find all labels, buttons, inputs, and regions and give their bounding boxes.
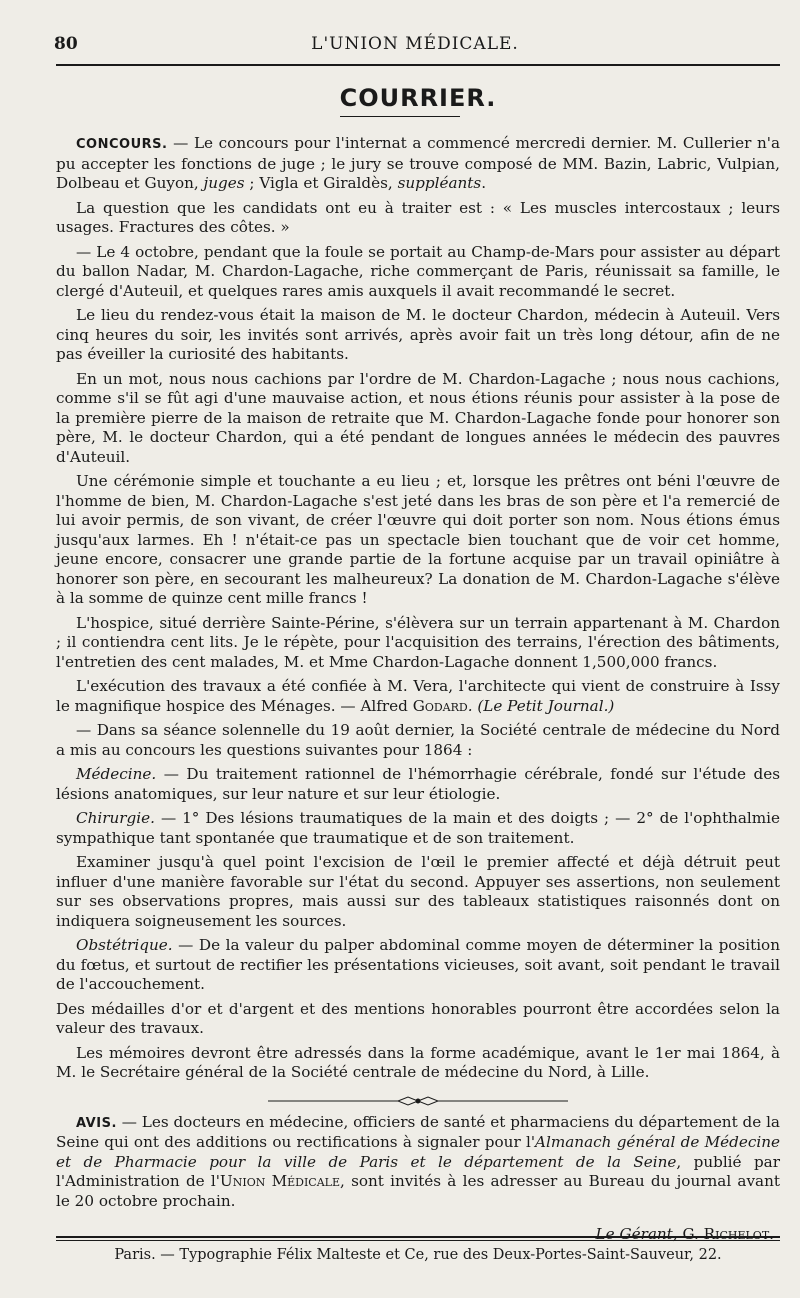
chardon-paragraph-3: En un mot, nous nous cachions par l'ordre de M. Chardon-Lagache ; nous nous cachions, comme s'il se fût agi d'une mauvaise action, et nous étions réunis pour assister à la pose de la première pierre de la maison de retraite que M. Chardon-Lagache fonde pour honorer son père, M. le docteur Chardon, qui a été pendant de longues années le médecin des pauvres d'Auteuil. [56,369,780,466]
examiner-paragraph: Examiner jusqu'à quel point l'excision de l'œil le premier affecté et déjà détruit peut influer d'une manière favorable sur l'état du second. Appuyer ses assertions, non seulement sur ses observations propres, mais aussi sur des tableaux statistiques raisonnés dont on indiquera soigneusement les sources. [56,853,780,930]
concours-paragraph: CONCOURS. — Le concours pour l'internat a commencé mercredi dernier. M. Cullerier n'a pu accepter les fonctions de juge ; le jury se trouve composé de MM. Bazin, Labric, Vulpian, Dolbeau et Guyon, juges ; Vigla et Giraldès, suppléants. [56,134,780,192]
page-header [50,34,780,56]
signature-name: G. Richelot. [682,1225,774,1243]
ornament-divider [56,1093,780,1105]
concours-question: La question que les candidats ont eu à traiter est : « Les muscles intercostaux ; leurs usages. Fractures des côtes. » [56,198,780,236]
footer-rule [56,1236,780,1238]
avis-lead: AVIS. [76,1115,117,1131]
medailles-paragraph: Des médailles d'or et d'argent et des mentions honorables pourront être accordées selon la valeur des travaux. [56,999,780,1037]
obstetrique-question: Obstétrique. — De la valeur du palper abdominal comme moyen de déterminer la position du fœtus, et surtout de rectifier les présentations vicieuses, soit avant, soit pendant le travail de l'accouchement. [56,936,780,993]
journal-title: L'UNION MÉDICALE. [311,34,519,54]
avis-paragraph: AVIS. — Les docteurs en médecine, officiers de santé et pharmaciens du département de la Seine qui ont des additions ou rectifications à signaler pour l'Almanach général de Médecine et de Pharmacie pour la ville de Paris et le département de la Seine, publié par l'Administration de l'Union Médicale, sont invités à les adresser au Bureau du journal avant le 20 octobre prochain. [56,1112,780,1210]
medecine-question: Médecine. — Du traitement rationnel de l'hémorrhagie cérébrale, fondé sur l'étude des lésions anatomiques, sur leur nature et sur leur étiologie. [56,765,780,803]
page-number: 80 [54,34,78,54]
chardon-paragraph-2: Le lieu du rendez-vous était la maison de M. le docteur Chardon, médecin à Auteuil. Vers cinq heures du soir, les invités sont arrivés, après avoir fait un très long détour, afin de ne pas éveiller la curiosité des habitants. [56,306,780,363]
section-title: COURRIER. [339,84,497,112]
signature-role: Le Gérant, [595,1225,678,1243]
signature [56,1225,780,1245]
chardon-paragraph-6: L'exécution des travaux a été confiée à M. Vera, l'architecte qui vient de construire à Issy le magnifique hospice des Ménages. — Alfred Godard. (Le Petit Journal.) [56,677,780,715]
chardon-paragraph-4: Une cérémonie simple et touchante a eu lieu ; et, lorsque les prêtres ont béni l'œuvre de l'homme de bien, M. Chardon-Lagache s'est jeté dans les bras de son père et l'a remercié de lui avoir permis, de son vivant, de créer l'œuvre qui doit porter son nom. Nous étions émus jusqu'aux larmes. Eh ! n'était-ce pas un spectacle bien touchant que de voir cet homme, jeune encore, consacrer une grande partie de la fortune acquise par un travail opiniâtre à honorer son père, en secourant les malheureux? La donation de M. Chardon-Lagache s'élève à la somme de quinze cent mille francs ! [56,472,780,607]
societe-intro: — Dans sa séance solennelle du 19 août dernier, la Société centrale de médecine du Nord a mis au concours les questions suivantes pour 1864 : [56,721,780,759]
article-body [56,134,780,1245]
printer-imprint: Paris. — Typographie Félix Malteste et Ce, rue des Deux-Portes-Saint-Sauveur, 22. [114,1247,722,1263]
author-name: Godard [412,696,468,715]
title-rule [340,116,460,117]
header-rule [56,64,780,66]
memoires-paragraph: Les mémoires devront être adressés dans la forme académique, avant le 1er mai 1864, à M. le Secrétaire général de la Société centrale de médecine du Nord, à Lille. [56,1043,780,1081]
footer-rule-thin [56,1240,780,1241]
chardon-paragraph-5: L'hospice, situé derrière Sainte-Périne, s'élèvera sur un terrain appartenant à M. Chardon ; il contiendra cent lits. Je le répète, pour l'acquisition des terrains, l'érection des bâtiments, l'entretien des cent malades, M. et Mme Chardon-Lagache donnent 1,500,000 francs. [56,613,780,671]
ornament-rule-icon [268,1095,568,1107]
chirurgie-question: Chirurgie. — 1° Des lésions traumatiques de la main et des doigts ; — 2° de l'ophthalmie sympathique tant spontanée que traumatique et de son traitement. [56,809,780,847]
concours-lead: CONCOURS. [76,137,168,152]
chardon-paragraph-1: — Le 4 octobre, pendant que la foule se portait au Champ-de-Mars pour assister au départ du ballon Nadar, M. Chardon-Lagache, riche commerçant de Paris, réunissait sa famille, le clergé d'Auteuil, et quelques rares amis auxquels il avait recommandé le secret. [56,242,780,300]
